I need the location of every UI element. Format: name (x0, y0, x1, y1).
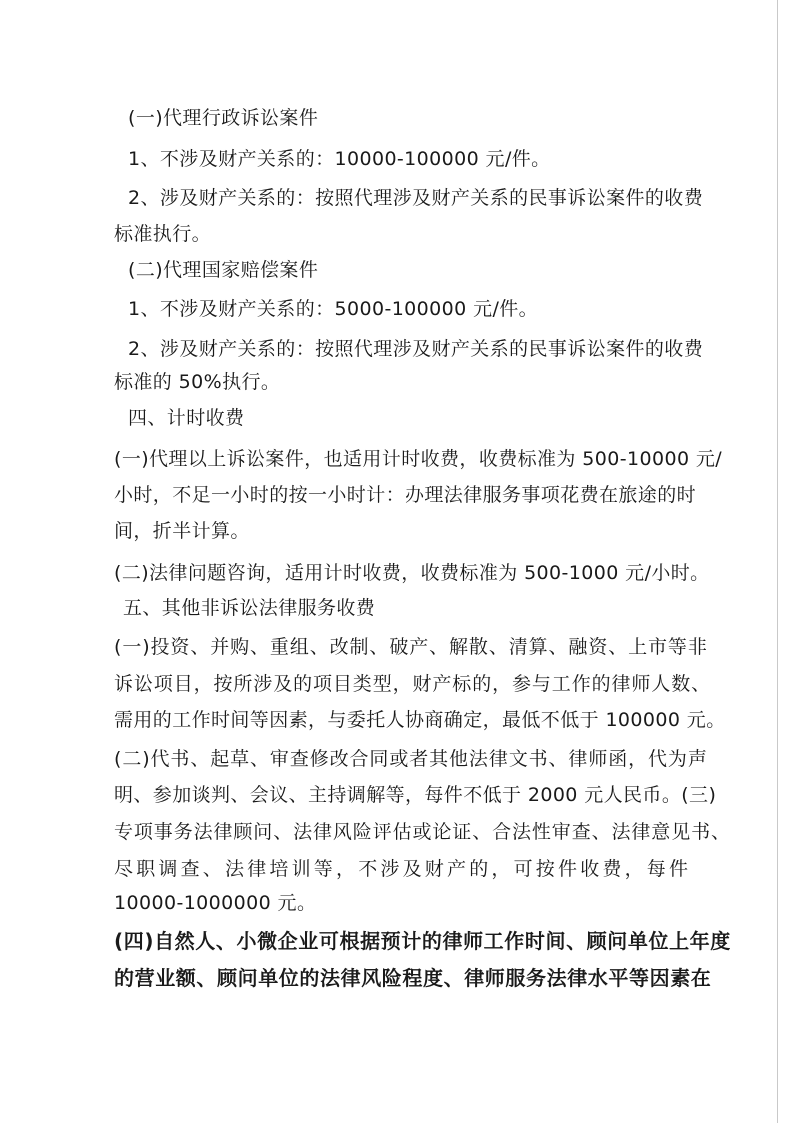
paragraph-line: (二)法律问题咨询，适用计时收费，收费标准为 500-1000 元/小时。 (114, 562, 710, 584)
paragraph-line: 10000-1000000 元。 (114, 892, 317, 914)
section-heading-administrative-litigation: (一)代理行政诉讼案件 (128, 107, 319, 129)
paragraph-line: (一)投资、并购、重组、改制、破产、解散、清算、融资、上市等非 (114, 636, 708, 658)
paragraph-line: 明、参加谈判、会议、主持调解等，每件不低于 2000 元人民币。(三) (114, 784, 717, 806)
paragraph-line: 需用的工作时间等因素，与委托人协商确定，最低不低于 100000 元。 (114, 709, 726, 731)
fee-item-line: 1、不涉及财产关系的：5000-100000 元/件。 (128, 298, 539, 320)
paragraph-line: 标准的 50%执行。 (114, 371, 281, 393)
fee-item-line: 2、涉及财产关系的：按照代理涉及财产关系的民事诉讼案件的收费 (128, 187, 704, 209)
paragraph-line: 诉讼项目，按所涉及的项目类型，财产标的，参与工作的律师人数、 (114, 673, 712, 695)
paragraph-line: 小时，不足一小时的按一小时计：办理法律服务事项花费在旅途的时 (114, 484, 697, 506)
section-heading-hourly-fees: 四、计时收费 (128, 407, 245, 429)
scan-edge-line (777, 0, 778, 1123)
paragraph-line: 标准执行。 (114, 223, 212, 245)
paragraph-line: 间，折半计算。 (114, 520, 250, 542)
section-heading-state-compensation: (二)代理国家赔偿案件 (128, 259, 319, 281)
paragraph-line: (二)代书、起草、审查修改合同或者其他法律文书、律师函，代为声 (114, 748, 708, 770)
paragraph-line: 专项事务法律顾问、法律风险评估或论证、合法性审查、法律意见书、 (114, 821, 731, 843)
section-heading-other-non-litigation: 五、其他非诉讼法律服务收费 (123, 597, 376, 619)
paragraph-line: 尽职调查、法律培训等，不涉及财产的，可按件收费，每件 (114, 858, 692, 880)
paragraph-line-bold: 的营业额、顾问单位的法律风险程度、律师服务法律水平等因素在 (114, 966, 712, 990)
paragraph-line: (一)代理以上诉讼案件，也适用计时收费，收费标准为 500-10000 元/ (114, 448, 723, 470)
fee-item-line: 2、涉及财产关系的：按照代理涉及财产关系的民事诉讼案件的收费 (128, 338, 704, 360)
fee-item-line: 1、不涉及财产关系的：10000-100000 元/件。 (128, 148, 551, 170)
paragraph-line-bold: (四)自然人、小微企业可根据预计的律师工作时间、顾问单位上年度 (114, 929, 731, 953)
